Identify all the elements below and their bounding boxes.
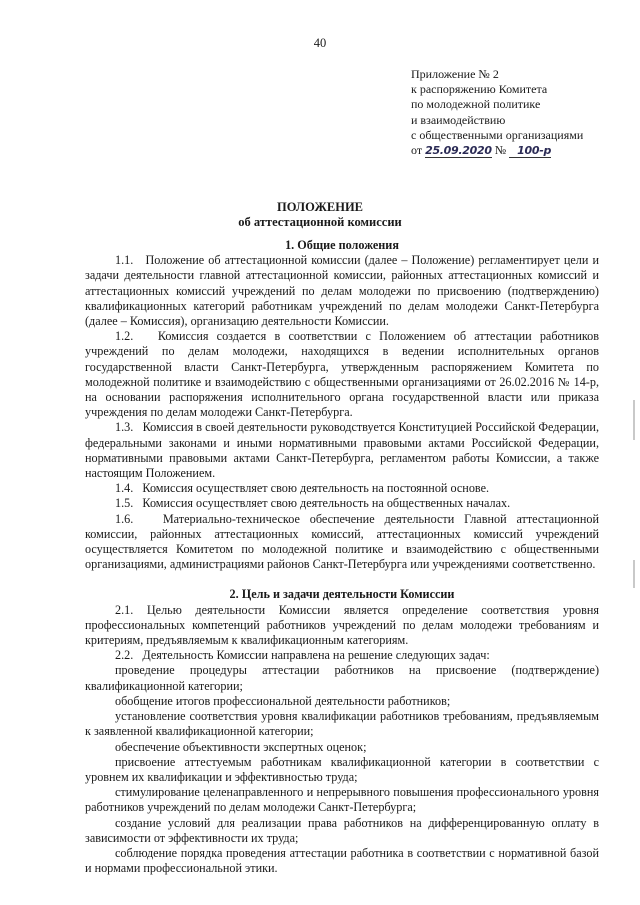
paragraph: 1.4. Комиссия осуществляет свою деятельность на постоянной основе. (115, 481, 490, 496)
list-item: обобщение итогов профессиональной деятельности работников; (115, 693, 451, 708)
title-main: ПОЛОЖЕНИЕ (276, 200, 364, 214)
title-sub: об аттестационной комиссии (238, 215, 402, 229)
appendix-line: с общественными организациями (411, 127, 584, 142)
scan-edge-mark (633, 400, 635, 440)
list-item: обеспечение объективности экспертных оценок; (115, 739, 367, 754)
paragraph: 1.6. Материально-техническое обеспечение деятельности Главной аттестационной комиссии, районных аттестационных комиссий, аттестационных комиссий учреждений осуществляется Комитетом по молодежной политике и взаимодействию с общественными организациями, администрациями районов Санкт-Петербурга или учреждениями соответственно. (85, 511, 599, 572)
list-item: присвоение аттестуемым работникам квалификационной категории в соответствии с уровнем их квалификации и эффективностью труда; (85, 754, 599, 784)
date-prefix: от (411, 143, 423, 158)
paragraph: 1.3. Комиссия в своей деятельности руководствуется Конституцией Российской Федерации, федеральными законами и иными нормативными правовыми актами Российской Федерации, нормативными правовыми актами Санкт-Петербурга, регламентом работы Комиссии, а также настоящим Положением. (85, 420, 599, 481)
section-heading: 1. Общие положения (285, 238, 399, 252)
number-prefix: № (494, 143, 507, 158)
paragraph: 1.5. Комиссия осуществляет свою деятельность на общественных началах. (115, 496, 511, 511)
document-title (0, 200, 640, 230)
section-gap (85, 572, 599, 587)
appendix-line: к распоряжению Комитета (411, 82, 548, 97)
handwritten-date: 25.09.2020 (425, 144, 492, 158)
section-heading: 2. Цель и задачи деятельности Комиссии (229, 587, 455, 602)
appendix-line: Приложение № 2 (411, 67, 499, 81)
paragraph: 2.2. Деятельность Комиссии направлена на решение следующих задач: (115, 648, 490, 663)
paragraph: 2.1. Целью деятельности Комиссии является определение соответствия уровня профессиональных компетенций работников учреждений по делам молодежи требованиям и критериям, предъявляемым к квалификационным категориям. (85, 602, 599, 648)
number-underline (509, 144, 517, 158)
paragraph: 1.2. Комиссия создается в соответствии с Положением об аттестации работников учреждений по делам молодежи, находящихся в ведении исполнительных органов государственной власти Санкт-Петербурга, утвержденным распоряжением Комитета по молодежной политике и взаимодействию с общественными организациями от 26.02.2016 № 14-р, на основании распоряжения исполнительного органа государственной власти или приказа учреждения по делам молодежи Санкт-Петербурга. (85, 329, 599, 420)
appendix-block (411, 67, 621, 158)
list-item: установление соответствия уровня квалификации работников требованиям, предъявляемым к заявленной квалификационной категории; (85, 709, 599, 739)
handwritten-number: 100-р (517, 144, 552, 158)
document-body (85, 238, 599, 876)
list-item: соблюдение порядка проведения аттестации работника в соответствии с нормативной базой и нормами профессиональной этики. (85, 845, 599, 876)
appendix-line: и взаимодействию (411, 112, 506, 127)
appendix-date-line (411, 143, 621, 158)
paragraph: 1.1. Положение об аттестационной комиссии (далее – Положение) регламентирует цели и задачи деятельности главной аттестационной комиссии, районных аттестационных комиссий и аттестационных комиссий учреждений по делам молодежи по присвоению (подтверждению) квалификационных категорий работникам учреждений по делам молодежи Санкт-Петербурга (далее – Комиссия), организацию деятельности Комиссии. (85, 253, 599, 329)
scan-edge-mark (633, 560, 635, 588)
list-item: создание условий для реализации права работников на дифференцированную оплату в зависимости от эффективности их труда; (85, 815, 599, 845)
list-item: стимулирование целенаправленного и непрерывного повышения профессионального уровня работников учреждений по делам молодежи Санкт-Петербурга; (85, 785, 599, 815)
appendix-line: по молодежной политике (411, 97, 541, 112)
list-item: проведение процедуры аттестации работников на присвоение (подтверждение) квалификационной категории; (85, 663, 599, 693)
page-number: 40 (313, 36, 327, 50)
